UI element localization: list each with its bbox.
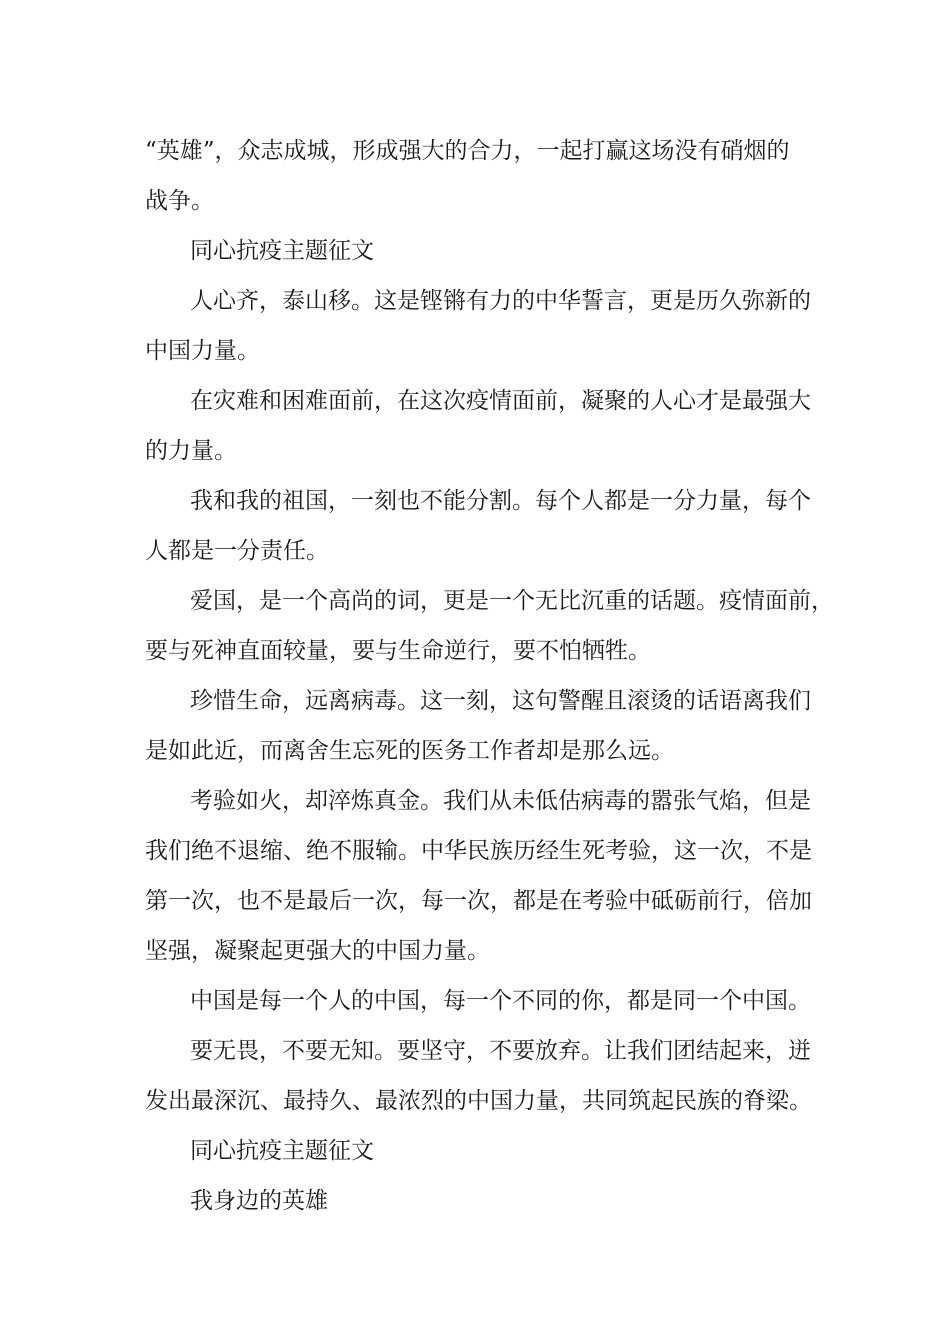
paragraph-line: 发出最深沉、最持久、最浓烈的中国力量，共同筑起民族的脊梁。 [145, 1088, 812, 1114]
paragraph-line: 人都是一分责任。 [145, 538, 329, 564]
paragraph-line: 珍惜生命，远离病毒。这一刻，这句警醒且滚烫的话语离我们 [190, 688, 811, 714]
paragraph-line: 爱国，是一个高尚的词，更是一个无比沉重的话题。疫情面前， [190, 588, 834, 614]
paragraph-line: 第一次，也不是最后一次，每一次，都是在考验中砥砺前行，倍加 [145, 888, 812, 914]
paragraph-line: 要无畏，不要无知。要坚守，不要放弃。让我们团结起来，迸 [190, 1038, 811, 1064]
paragraph-line: 的力量。 [145, 438, 237, 464]
section-title: 同心抗疫主题征文 [190, 238, 374, 264]
paragraph-line: 中国是每一个人的中国，每一个不同的你，都是同一个中国。 [190, 988, 811, 1014]
paragraph-line: 人心齐，泰山移。这是铿锵有力的中华誓言，更是历久弥新的 [190, 288, 811, 314]
paragraph-line: “英雄”，众志成城，形成强大的合力，一起打赢这场没有硝烟的 [145, 138, 790, 164]
paragraph-line: 坚强，凝聚起更强大的中国力量。 [145, 938, 490, 964]
paragraph-line: 战争。 [145, 188, 214, 214]
paragraph-line: 在灾难和困难面前，在这次疫情面前，凝聚的人心才是最强大 [190, 388, 811, 414]
article-title: 我身边的英雄 [190, 1188, 328, 1214]
paragraph-line: 要与死神直面较量，要与生命逆行，要不怕牺牲。 [145, 638, 651, 664]
paragraph-line: 我们绝不退缩、绝不服输。中华民族历经生死考验，这一次，不是 [145, 838, 812, 864]
paragraph-line: 考验如火，却淬炼真金。我们从未低估病毒的嚣张气焰，但是 [190, 788, 811, 814]
paragraph-line: 是如此近，而离舍生忘死的医务工作者却是那么远。 [145, 738, 674, 764]
paragraph-line: 我和我的祖国，一刻也不能分割。每个人都是一分力量，每个 [190, 488, 811, 514]
section-title: 同心抗疫主题征文 [190, 1138, 374, 1164]
paragraph-line: 中国力量。 [145, 338, 260, 364]
